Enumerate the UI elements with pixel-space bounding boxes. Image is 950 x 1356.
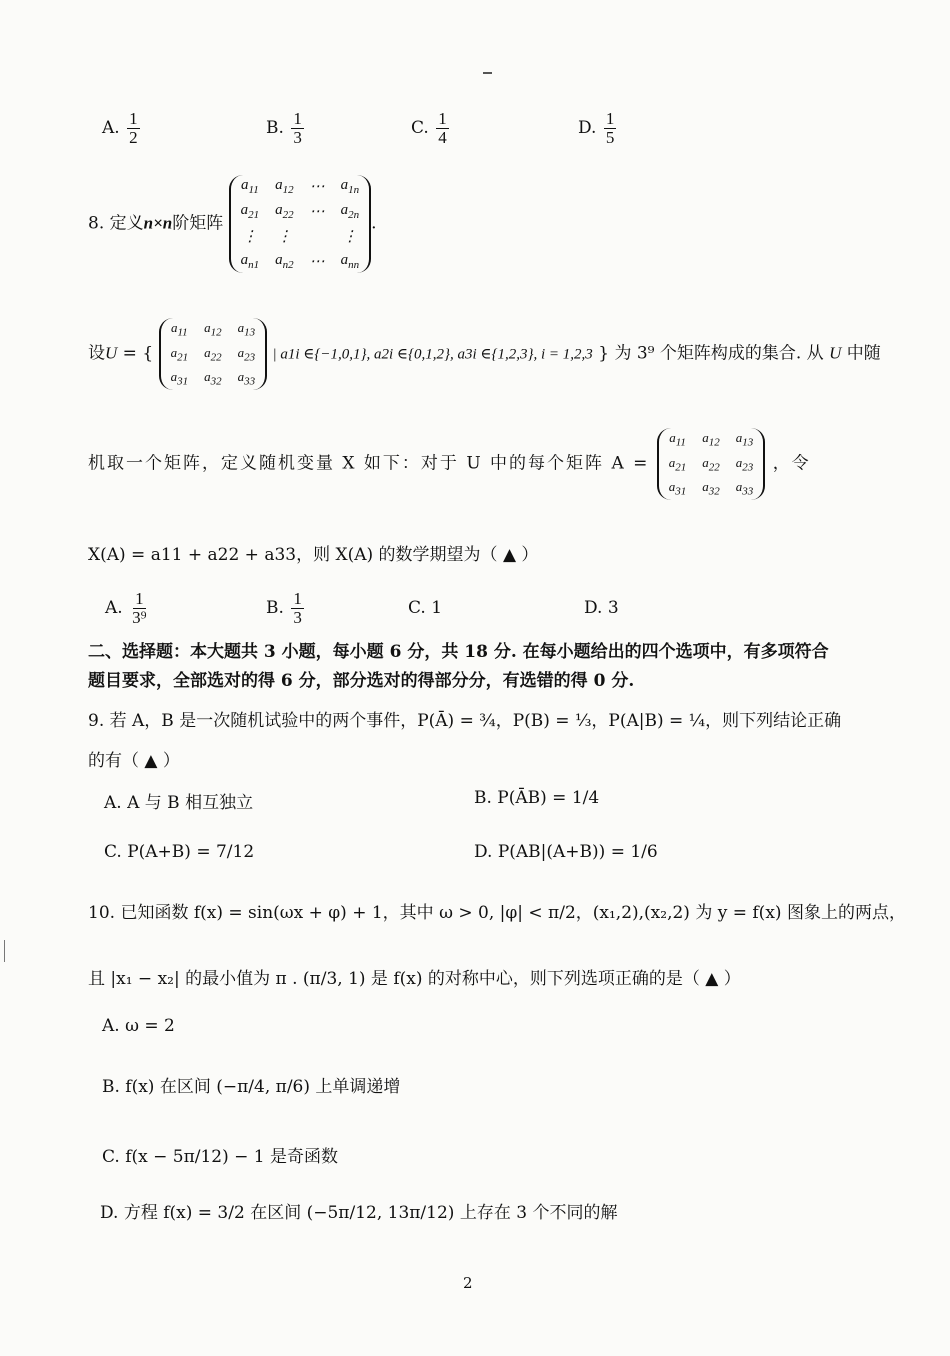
section2-line1: 二、选择题：本大题共 3 小题，每小题 6 分，共 18 分. 在每小题给出的四个选项中，有多项符合 <box>88 642 829 662</box>
q8-set-u: 设U = { $a_{11}$ $a_{12}$ $a_{13}$ $a_{21}$ $a_{22}$ $a_{23}$ $a_{31}$ $a_{32}$ $a_{33}$ | a1i ∈{−1,0,1}, a2i ∈{0,1,2}, a3i ∈{1,2,3}, i = 1,2,3 } 为 3⁹ 个矩阵构成的集合. 从 U 中随 <box>88 320 881 388</box>
q7-option-c: C. $\frac{1}{4}$ <box>411 109 447 147</box>
q8-definition: 8. 定义n×n阶矩阵 $a_{11}$ $a_{12}$ ⋯ $a_{1n}$ $a_{21}$ $a_{22}$ ⋯ $a_{2n}$ ⋮ ⋮ ⋮ $a_{n1}$ $a_{n2}$ ⋯ $a_{nn}$ . <box>88 177 377 271</box>
q10-stem: 10. 已知函数 f(x) = sin(ωx + φ) + 1，其中 ω > 0, |φ| < π/2，(x₁,2),(x₂,2) 为 y = f(x) 图象上的两点， <box>88 903 906 923</box>
q10-option-a: A. ω = 2 <box>102 1016 175 1036</box>
q8-expectation: X(A) = a11 + a22 + a33，则 X(A) 的数学期望为（ ▲ ） <box>88 545 539 565</box>
q9-option-a: A. A 与 B 相互独立 <box>104 793 254 813</box>
scan-edge-mark <box>4 940 5 962</box>
section2-line2: 题目要求，全部选对的得 6 分，部分选对的得部分分，有选错的得 0 分. <box>88 671 635 691</box>
q7-option-d: D. $\frac{1}{5}$ <box>578 109 615 147</box>
q9-option-b: B. P(ĀB) = 1/4 <box>474 788 600 808</box>
q9-stem: 9. 若 A，B 是一次随机试验中的两个事件，P(Ā) = ¾，P(B) = ⅓，P(A|B) = ¼，则下列结论正确 <box>88 711 842 731</box>
q8-option-a: A. $\frac{1}{\text{3⁹}}$ <box>105 589 147 627</box>
q9-option-c: C. P(A+B) = 7/12 <box>104 842 255 862</box>
q8-random-variable: 机取一个矩阵，定义随机变量 X 如下：对于 U 中的每个矩阵 A = $a_{11}$ $a_{12}$ $a_{13}$ $a_{21}$ $a_{22}$ $a_{23}$ $a_{31}$ $a_{32}$ $a_{33}$ ，令 <box>88 430 811 498</box>
q10-option-d: D. 方程 f(x) = 3/2 在区间 (−5π/12, 13π/12) 上存在 3 个不同的解 <box>100 1203 618 1223</box>
matrix-a: $a_{11}$ $a_{12}$ $a_{13}$ $a_{21}$ $a_{22}$ $a_{23}$ $a_{31}$ $a_{32}$ $a_{33}$ <box>657 428 766 500</box>
page-number: 2 <box>463 1274 473 1292</box>
q10-option-b: B. f(x) 在区间 (−π/4, π/6) 上单调递增 <box>102 1077 401 1097</box>
q7-option-a: A. $\frac{1}{2}$ <box>102 109 138 147</box>
q8-option-b: B. $\frac{1}{3}$ <box>266 589 302 627</box>
scan-mark <box>483 72 492 74</box>
q9-option-d: D. P(AB|(A+B)) = 1/6 <box>474 842 658 862</box>
q10-option-c: C. f(x − 5π/12) − 1 是奇函数 <box>102 1147 339 1167</box>
q7-option-b: B. $\frac{1}{3}$ <box>266 109 302 147</box>
set-matrix: $a_{11}$ $a_{12}$ $a_{13}$ $a_{21}$ $a_{22}$ $a_{23}$ $a_{31}$ $a_{32}$ $a_{33}$ <box>159 318 268 390</box>
q9-stem-2: 的有（ ▲ ） <box>88 751 180 771</box>
nxn-matrix: $a_{11}$ $a_{12}$ ⋯ $a_{1n}$ $a_{21}$ $a_{22}$ ⋯ $a_{2n}$ ⋮ ⋮ ⋮ $a_{n1}$ $a_{n2}$ ⋯ $a_{nn}$ <box>229 175 372 273</box>
q10-stem-2: 且 |x₁ − x₂| 的最小值为 π . (π/3, 1) 是 f(x) 的对称中心，则下列选项正确的是（ ▲ ） <box>88 969 741 989</box>
q8-option-d: D. 3 <box>584 598 619 618</box>
q8-option-c: C. 1 <box>408 598 443 618</box>
